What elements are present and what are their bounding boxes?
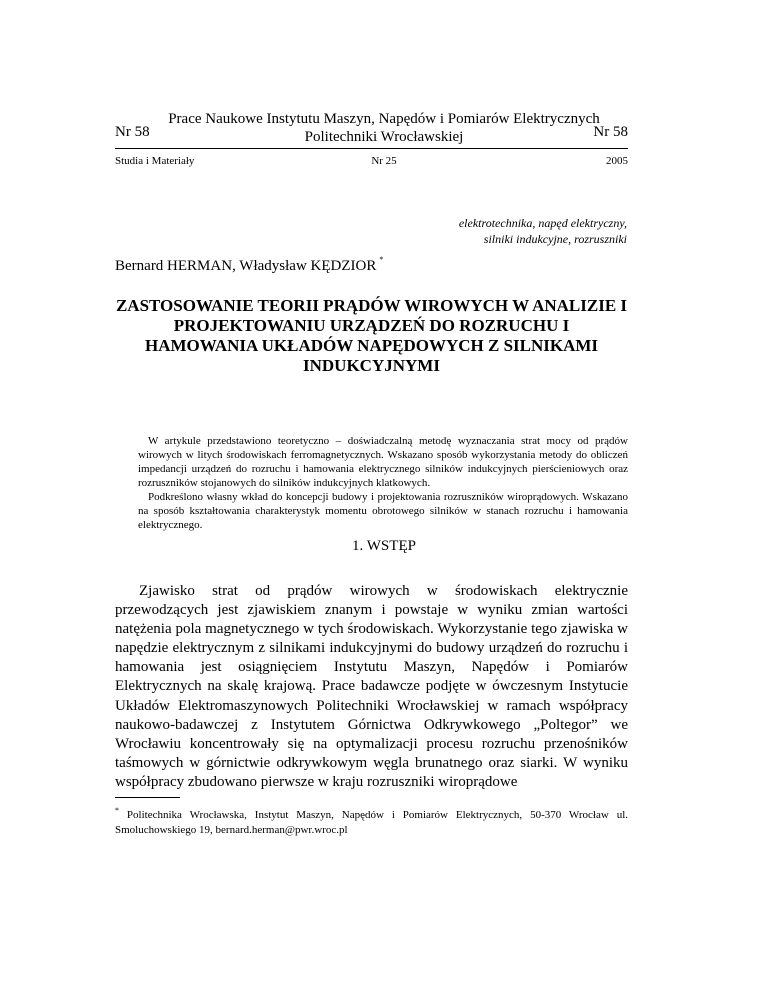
author-footnote-mark: *: [379, 255, 384, 264]
author-names: Bernard HERMAN, Władysław KĘDZIOR: [115, 258, 377, 274]
footnote-text: Politechnika Wrocławska, Instytut Maszyn, Napędów i Pomiarów Elektrycznych, 50-370 Wrocław ul. Smoluchowskiego 19, bernard.herman@pwr.wroc.pl: [115, 809, 629, 836]
publication-year: 2005: [606, 155, 628, 167]
authors: [115, 255, 383, 275]
keywords: [459, 215, 627, 247]
footnote: [115, 803, 628, 838]
abstract-paragraph-2: Podkreślono własny wkład do koncepcji budowy i projektowania rozruszników wiroprądowych. Wskazano na sposób kształtowania charakterystyk momentu obrotowego silników w stanach rozruchu i hamowania elektrycznego.: [138, 491, 628, 531]
abstract: [138, 434, 628, 532]
abstract-paragraph-1: W artykule przedstawiono teoretyczno – doświadczalną metodę wyznaczania strat mocy od prądów wirowych w litych środowiskach ferromagnetycznych. Wskazano sposób wykorzystania metody do obliczeń impedancji urządzeń do rozruchu i hamowania elektrycznego silników indukcyjnych pierścieniowych oraz rozruszników stojanowych do silników indukcyjnych klatkowych.: [138, 435, 628, 489]
journal-series-line2: Politechniki Wrocławskiej: [304, 129, 464, 145]
footnote-mark: *: [115, 806, 119, 815]
body-paragraph: Zjawisko strat od prądów wirowych w środowiskach elektrycznie przewodzących jest zjawiskiem znanym i powstaje w wyniku zmian wartości natężenia pola magnetycznego w tych środowiskach. Wykorzystanie tego zjawiska w napędzie elektrycznym z silnikami indukcyjnymi do budowy urządzeń do rozruchu i hamowania jest osiągnięciem Instytutu Maszyn, Napędów i Pomiarów Elektrycznych na skalę krajową. Prace badawcze podjęte w ówczesnym Instytucie Układów Elektromaszynowych Politechniki Wrocławskiej w ramach współpracy naukowo-badawczej z Instytutem Górnictwa Odkrywkowego „Poltegor” we Wrocławiu koncentrowały się na optymalizacji procesu rozruchu przenośników taśmowych w górnictwie odkrywkowym węgla brunatnego oraz siarki. W wyniku współpracy zbudowano pierwsze w kraju rozruszniki wiroprądowe: [115, 583, 628, 790]
issue-number-left: Nr 58: [115, 124, 150, 140]
series-subtitle: Studia i Materiały: [115, 155, 195, 167]
header-rule: [115, 148, 628, 149]
keywords-line1: elektrotechnika, napęd elektryczny,: [458, 216, 627, 230]
body-text: [115, 582, 628, 792]
keywords-line2: silniki indukcyjne, rozruszniki: [483, 232, 627, 246]
article-title: ZASTOSOWANIE TEORII PRĄDÓW WIROWYCH W ANALIZIE I PROJEKTOWANIU URZĄDZEŃ DO ROZRUCHU I HAMOWANIA UKŁADÓW NAPĘDOWYCH Z SILNIKAMI INDUKCYJNYMI: [115, 296, 628, 375]
journal-series-line1: Prace Naukowe Instytutu Maszyn, Napędów i Pomiarów Elektrycznych: [168, 111, 600, 127]
footnote-rule: [115, 797, 180, 798]
section-heading: 1. WSTĘP: [352, 538, 416, 554]
series-number: Nr 25: [371, 155, 397, 167]
issue-number-right: Nr 58: [593, 124, 628, 140]
